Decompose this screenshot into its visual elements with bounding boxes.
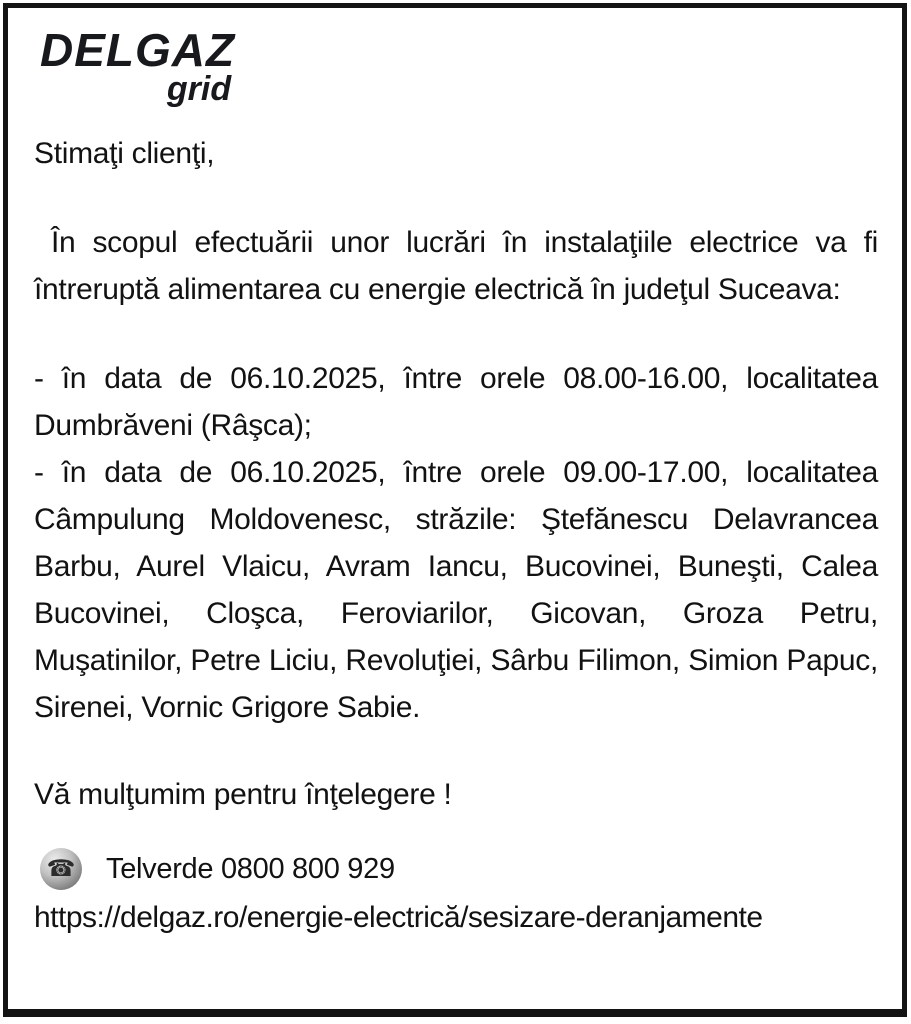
telverde-phone-number: Telverde 0800 800 929 <box>106 852 395 885</box>
telephone-icon-glyph: ☎ <box>46 854 76 881</box>
salutation-text: Stimaţi clienţi, <box>34 137 215 170</box>
outage-item-dumbraveni: - în data de 06.10.2025, între orele 08.00-16.00, localitatea Dumbrăveni (Râşca); <box>34 362 878 442</box>
telephone-icon <box>40 848 82 890</box>
logo-delgaz-text: DELGAZ <box>40 24 236 76</box>
delgaz-grid-logo <box>40 26 235 106</box>
logo-grid-text: grid <box>166 70 232 108</box>
outage-item-campulung: - în data de 06.10.2025, între orele 09.00-17.00, localitatea Câmpulung Moldovenesc, străzile: Ştefănescu Delavrancea Barbu, Aurel Vlaicu, Avram Iancu, Bucovinei, Buneşti, Calea Bucovinei, Cloşca, Feroviarilor, Gicovan, Groza Petru, Muşatinilor, Petre Liciu, Revoluţiei, Sârbu Filimon, Simion Papuc, Sirenei, Vornic Grigore Sabie. <box>34 456 878 724</box>
notice-sheet <box>3 3 907 1017</box>
intro-paragraph: În scopul efectuării unor lucrări în instalaţiile electrice va fi întreruptă alimentarea cu energie electrică în judeţul Suceava: <box>34 226 878 306</box>
report-outages-url: https://delgaz.ro/energie-electrică/sesizare-deranjamente <box>34 901 763 934</box>
closing-thanks-text: Vă mulţumim pentru înţelegere ! <box>34 778 452 811</box>
phone-contact-row <box>34 848 878 890</box>
outage-list <box>34 355 878 731</box>
